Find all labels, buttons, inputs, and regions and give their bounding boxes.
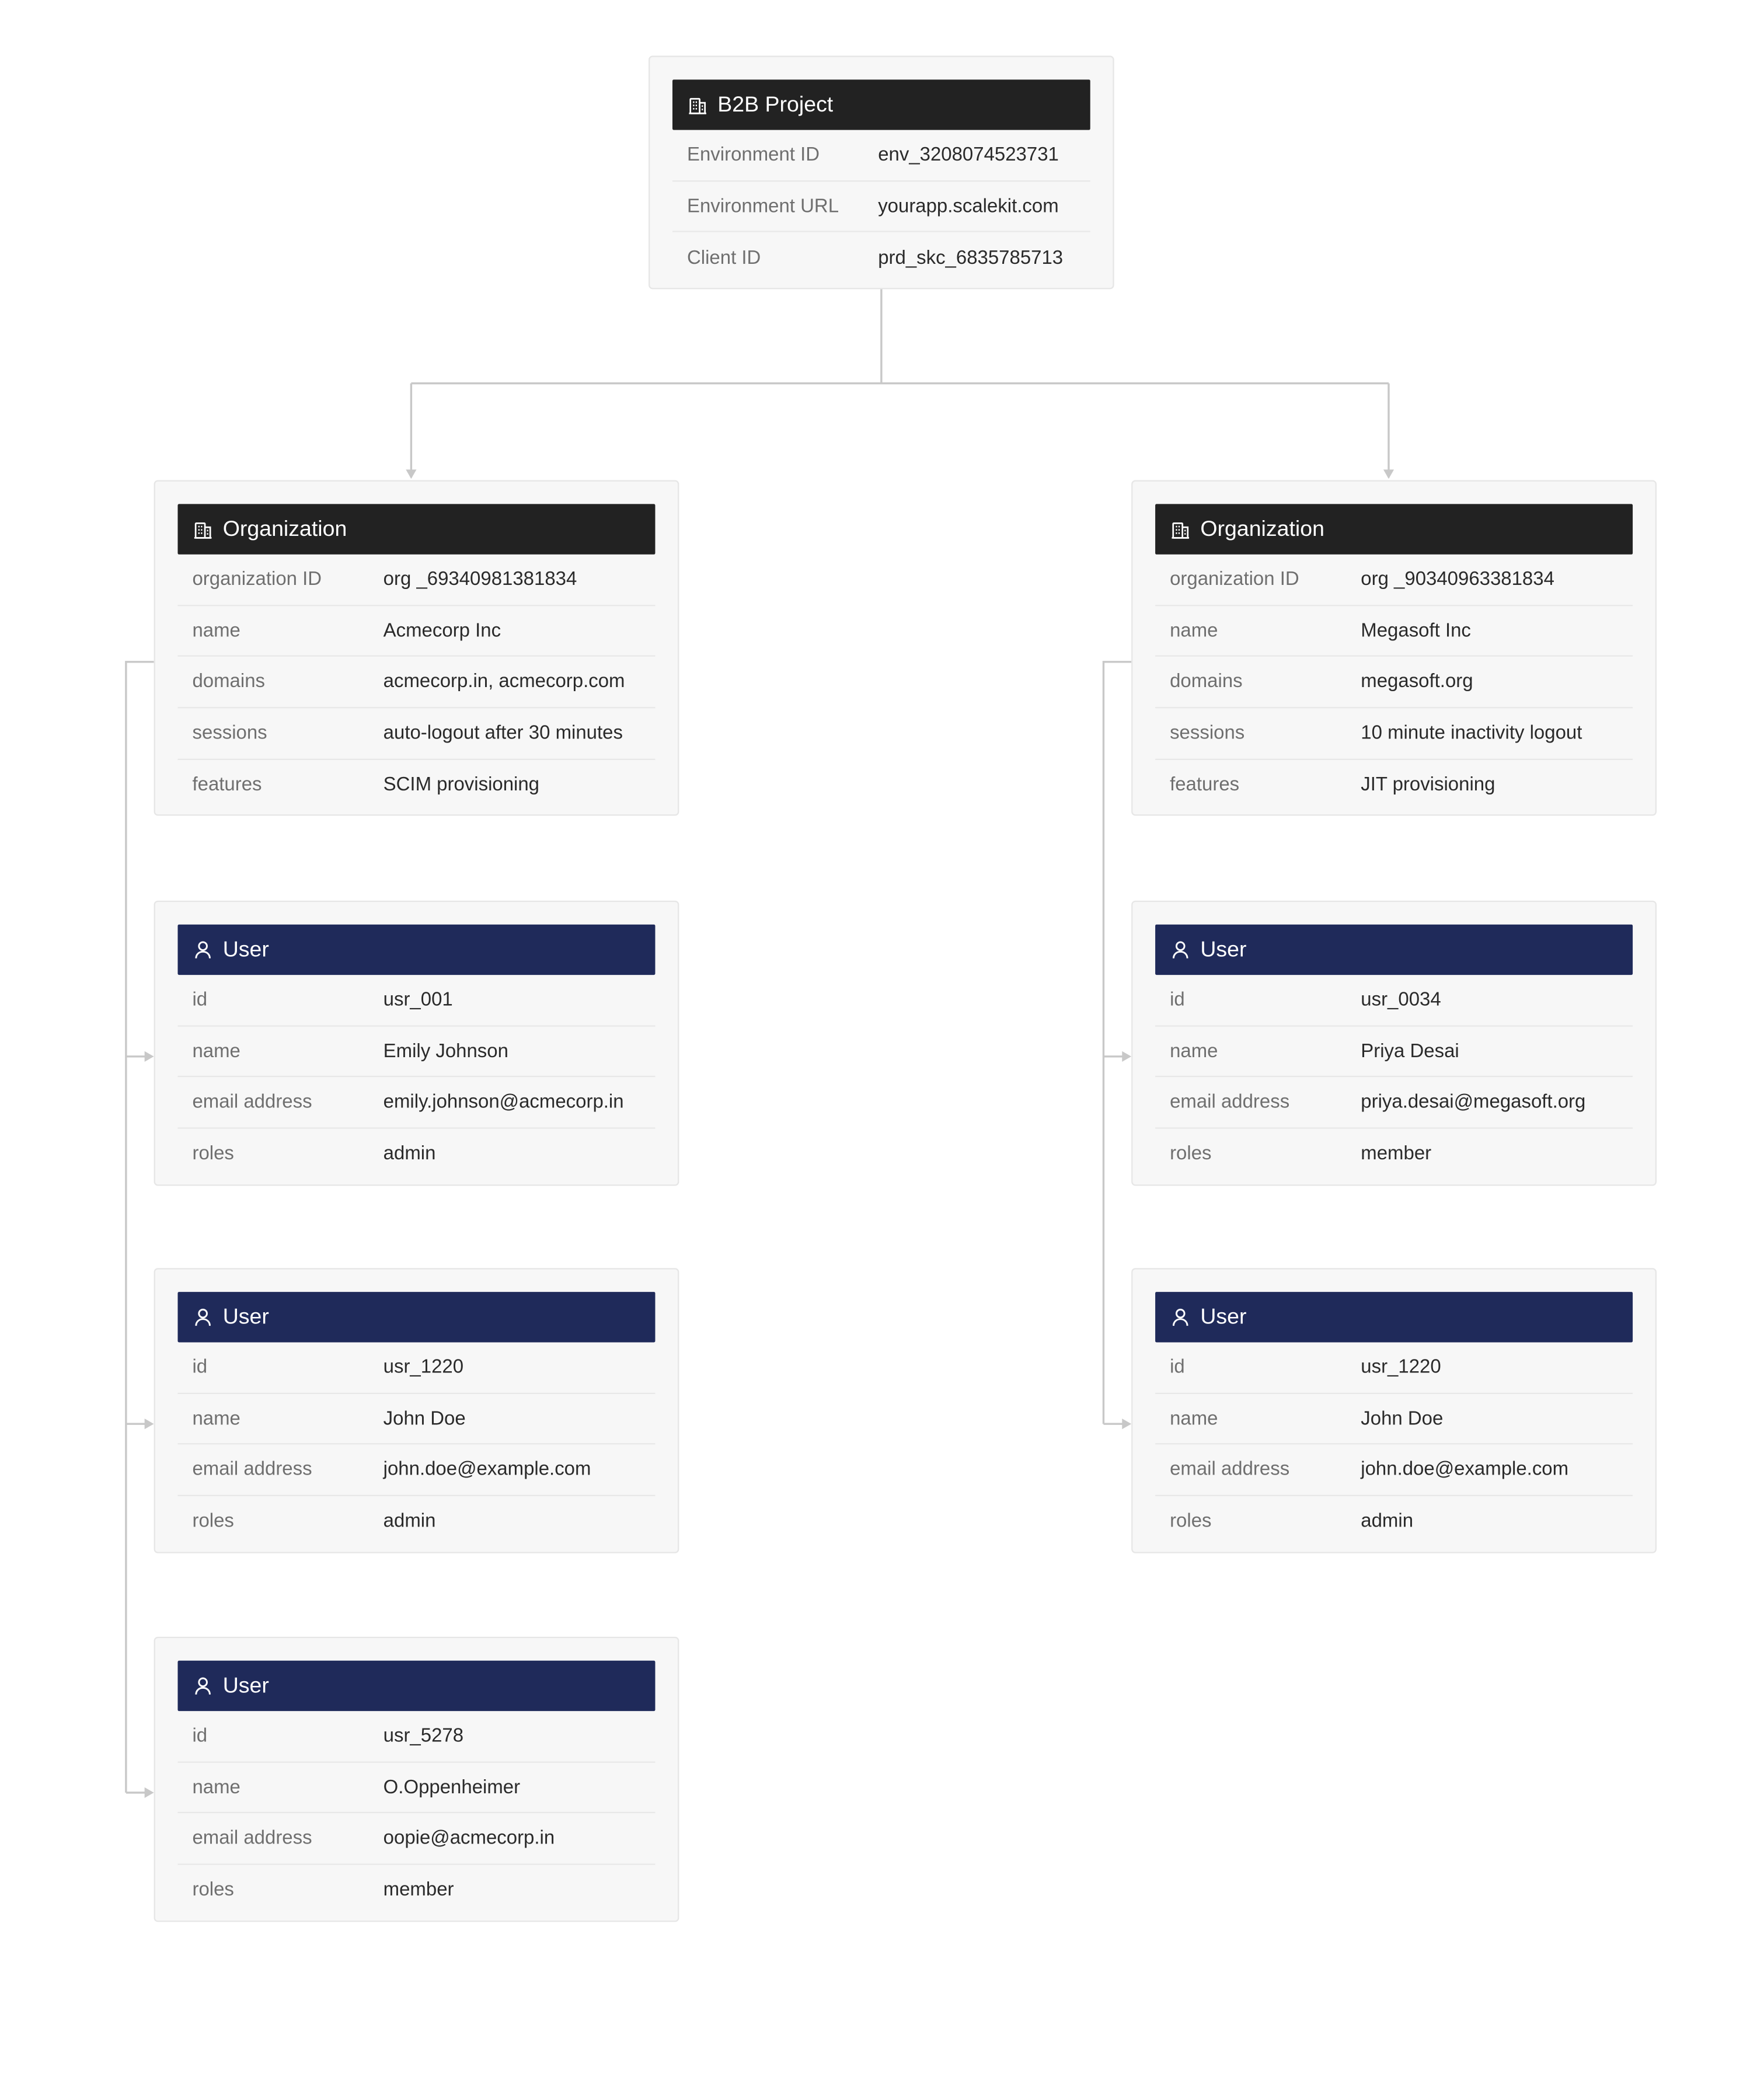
field-value: prd_skc_6835785713 (878, 248, 1064, 269)
field-label: name (1170, 620, 1218, 642)
field-label: domains (192, 671, 266, 693)
field-value: usr_1220 (383, 1357, 464, 1378)
field-label: name (1170, 1040, 1218, 1062)
field-row (1155, 1342, 1633, 1393)
field-row (177, 1711, 655, 1762)
field-value: Acmecorp Inc (383, 620, 501, 642)
field-row (1155, 1129, 1633, 1180)
field-label: roles (1170, 1511, 1212, 1533)
card-header (1155, 1292, 1633, 1342)
field-row (1155, 555, 1633, 606)
field-row (1155, 759, 1633, 811)
field-row (672, 232, 1090, 284)
field-label: email address (192, 1828, 312, 1849)
card-title: User (222, 937, 269, 961)
field-row (1155, 1026, 1633, 1078)
field-row (177, 1342, 655, 1393)
field-row (1155, 708, 1633, 759)
field-label: Environment URL (686, 196, 839, 217)
user-card (154, 1268, 679, 1553)
card-header (1155, 925, 1633, 975)
field-value: Emily Johnson (383, 1040, 508, 1062)
card-title: User (222, 1673, 269, 1698)
field-value: John Doe (383, 1408, 466, 1430)
card-title: User (1200, 1304, 1247, 1329)
field-value: Megasoft Inc (1361, 620, 1471, 642)
user-rail (126, 662, 154, 1793)
field-label: id (1170, 989, 1185, 1011)
arrow-head (1122, 1051, 1131, 1062)
arrow-head (145, 1051, 154, 1062)
user-icon (192, 1306, 213, 1327)
arrow-head (145, 1419, 154, 1429)
card-header (672, 79, 1090, 130)
field-row (177, 1762, 655, 1814)
field-label: Client ID (686, 248, 761, 269)
field-label: id (1170, 1357, 1185, 1378)
field-row (1155, 606, 1633, 657)
field-label: roles (192, 1880, 234, 1901)
field-value: O.Oppenheimer (383, 1776, 521, 1799)
card-title: User (1200, 937, 1247, 961)
card-title: B2B Project (717, 92, 834, 116)
field-row (672, 182, 1090, 233)
field-row (177, 708, 655, 759)
field-label: id (192, 1725, 208, 1747)
arrow-head (145, 1787, 154, 1798)
user-card (1131, 1268, 1657, 1553)
field-label: features (1170, 775, 1240, 796)
field-value: org _90340963381834 (1361, 569, 1554, 590)
field-row (1155, 657, 1633, 709)
field-list (177, 555, 655, 815)
field-row (177, 1129, 655, 1180)
field-value: admin (1361, 1511, 1414, 1533)
field-list (177, 1711, 655, 1920)
field-label: Environment ID (686, 144, 820, 166)
field-row (177, 975, 655, 1026)
card-header (177, 1292, 655, 1342)
field-row (177, 1026, 655, 1078)
field-value: John Doe (1361, 1408, 1444, 1430)
field-label: name (192, 1408, 240, 1430)
field-list (177, 975, 655, 1184)
user-rail (1103, 662, 1131, 1424)
user-icon (1170, 1306, 1191, 1327)
card-header (177, 504, 655, 554)
field-value: yourapp.scalekit.com (878, 196, 1059, 217)
field-row (1155, 1078, 1633, 1129)
field-label: id (192, 989, 208, 1011)
field-row (177, 606, 655, 657)
field-value: org _69340981381834 (383, 569, 577, 590)
field-label: email address (192, 1459, 312, 1481)
card-title: Organization (222, 517, 347, 541)
field-row (1155, 975, 1633, 1026)
user-card (1131, 901, 1657, 1186)
field-label: roles (192, 1144, 234, 1165)
field-value: SCIM provisioning (383, 775, 540, 796)
field-value: acmecorp.in, acmecorp.com (383, 671, 625, 693)
field-value: priya.desai@megasoft.org (1361, 1092, 1586, 1113)
arrow-head (1122, 1419, 1131, 1429)
project-card (649, 55, 1114, 289)
arrow-head (406, 469, 416, 479)
field-row (177, 1865, 655, 1916)
field-row (1155, 1393, 1633, 1445)
user-card (154, 1637, 679, 1922)
user-icon (1170, 939, 1191, 960)
field-value: usr_001 (383, 989, 453, 1011)
user-icon (192, 1675, 213, 1696)
field-row (177, 1393, 655, 1445)
arrow-head (1383, 469, 1394, 479)
field-row (177, 759, 655, 811)
field-value: member (383, 1880, 454, 1901)
field-label: roles (192, 1511, 234, 1533)
field-value: admin (383, 1511, 436, 1533)
field-list (672, 130, 1090, 288)
field-row (177, 1078, 655, 1129)
field-list (177, 1342, 655, 1551)
field-label: email address (1170, 1459, 1290, 1481)
field-label: name (192, 1776, 240, 1799)
field-value: usr_0034 (1361, 989, 1441, 1011)
field-row (177, 1496, 655, 1548)
field-list (1155, 555, 1633, 815)
field-value: admin (383, 1144, 436, 1165)
field-label: roles (1170, 1144, 1212, 1165)
field-row (177, 555, 655, 606)
field-row (177, 1445, 655, 1496)
card-title: Organization (1200, 517, 1324, 541)
field-label: name (192, 1040, 240, 1062)
field-value: emily.johnson@acmecorp.in (383, 1092, 624, 1113)
building-icon (1170, 518, 1191, 539)
building-icon (192, 518, 213, 539)
card-header (1155, 504, 1633, 554)
field-value: john.doe@example.com (383, 1459, 591, 1481)
field-list (1155, 975, 1633, 1184)
field-label: organization ID (1170, 569, 1299, 590)
field-label: sessions (192, 723, 267, 744)
field-value: 10 minute inactivity logout (1361, 723, 1582, 744)
field-label: organization ID (192, 569, 322, 590)
field-row (177, 657, 655, 709)
card-header (177, 925, 655, 975)
field-value: usr_5278 (383, 1725, 464, 1747)
field-label: name (192, 620, 240, 642)
user-card (154, 901, 679, 1186)
field-row (672, 130, 1090, 182)
field-label: id (192, 1357, 208, 1378)
field-label: email address (192, 1092, 312, 1113)
field-list (1155, 1342, 1633, 1551)
field-label: domains (1170, 671, 1243, 693)
field-value: auto-logout after 30 minutes (383, 723, 623, 744)
field-value: JIT provisioning (1361, 775, 1495, 796)
field-row (1155, 1445, 1633, 1496)
field-value: oopie@acmecorp.in (383, 1828, 555, 1849)
field-value: member (1361, 1144, 1432, 1165)
building-icon (687, 94, 708, 115)
organization-card (1131, 480, 1657, 817)
organization-card (154, 480, 679, 817)
field-value: john.doe@example.com (1361, 1459, 1569, 1481)
card-title: User (222, 1304, 269, 1329)
field-row (1155, 1496, 1633, 1548)
field-value: megasoft.org (1361, 671, 1473, 693)
field-label: email address (1170, 1092, 1290, 1113)
card-header (177, 1661, 655, 1711)
user-icon (192, 939, 213, 960)
field-row (177, 1814, 655, 1865)
field-value: Priya Desai (1361, 1040, 1459, 1062)
field-value: usr_1220 (1361, 1357, 1441, 1378)
field-label: features (192, 775, 262, 796)
field-label: sessions (1170, 723, 1245, 744)
field-label: name (1170, 1408, 1218, 1430)
field-value: env_3208074523731 (878, 144, 1059, 166)
